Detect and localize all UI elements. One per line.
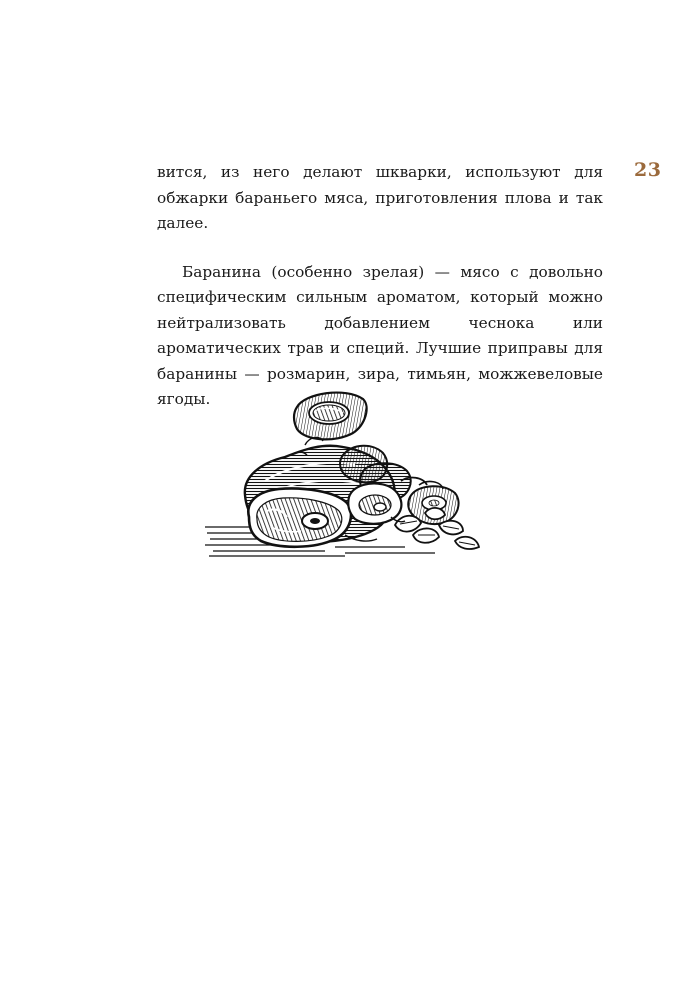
paragraph-lamb-aroma: Баранина (особенно зрелая) — мясо с довольно специфическим сильным ароматом, который можно нейтрализовать добавлением чеснока или ароматических трав и специй. Лучшие приправы для баранины — розмарин, зира, тимьян, можжевеловые ягоды. [157,262,603,408]
lamb-cuts-engraving-icon [205,385,485,565]
paragraph-continued: вится, из него делают шкварки, используют для обжарки бараньего мяса, приготовления плова и так далее. [157,163,603,232]
body-text [157,160,603,413]
herb-leaves [395,508,479,549]
page-number: 23 [634,159,662,181]
top-chop [294,393,367,440]
front-slice [248,489,351,547]
